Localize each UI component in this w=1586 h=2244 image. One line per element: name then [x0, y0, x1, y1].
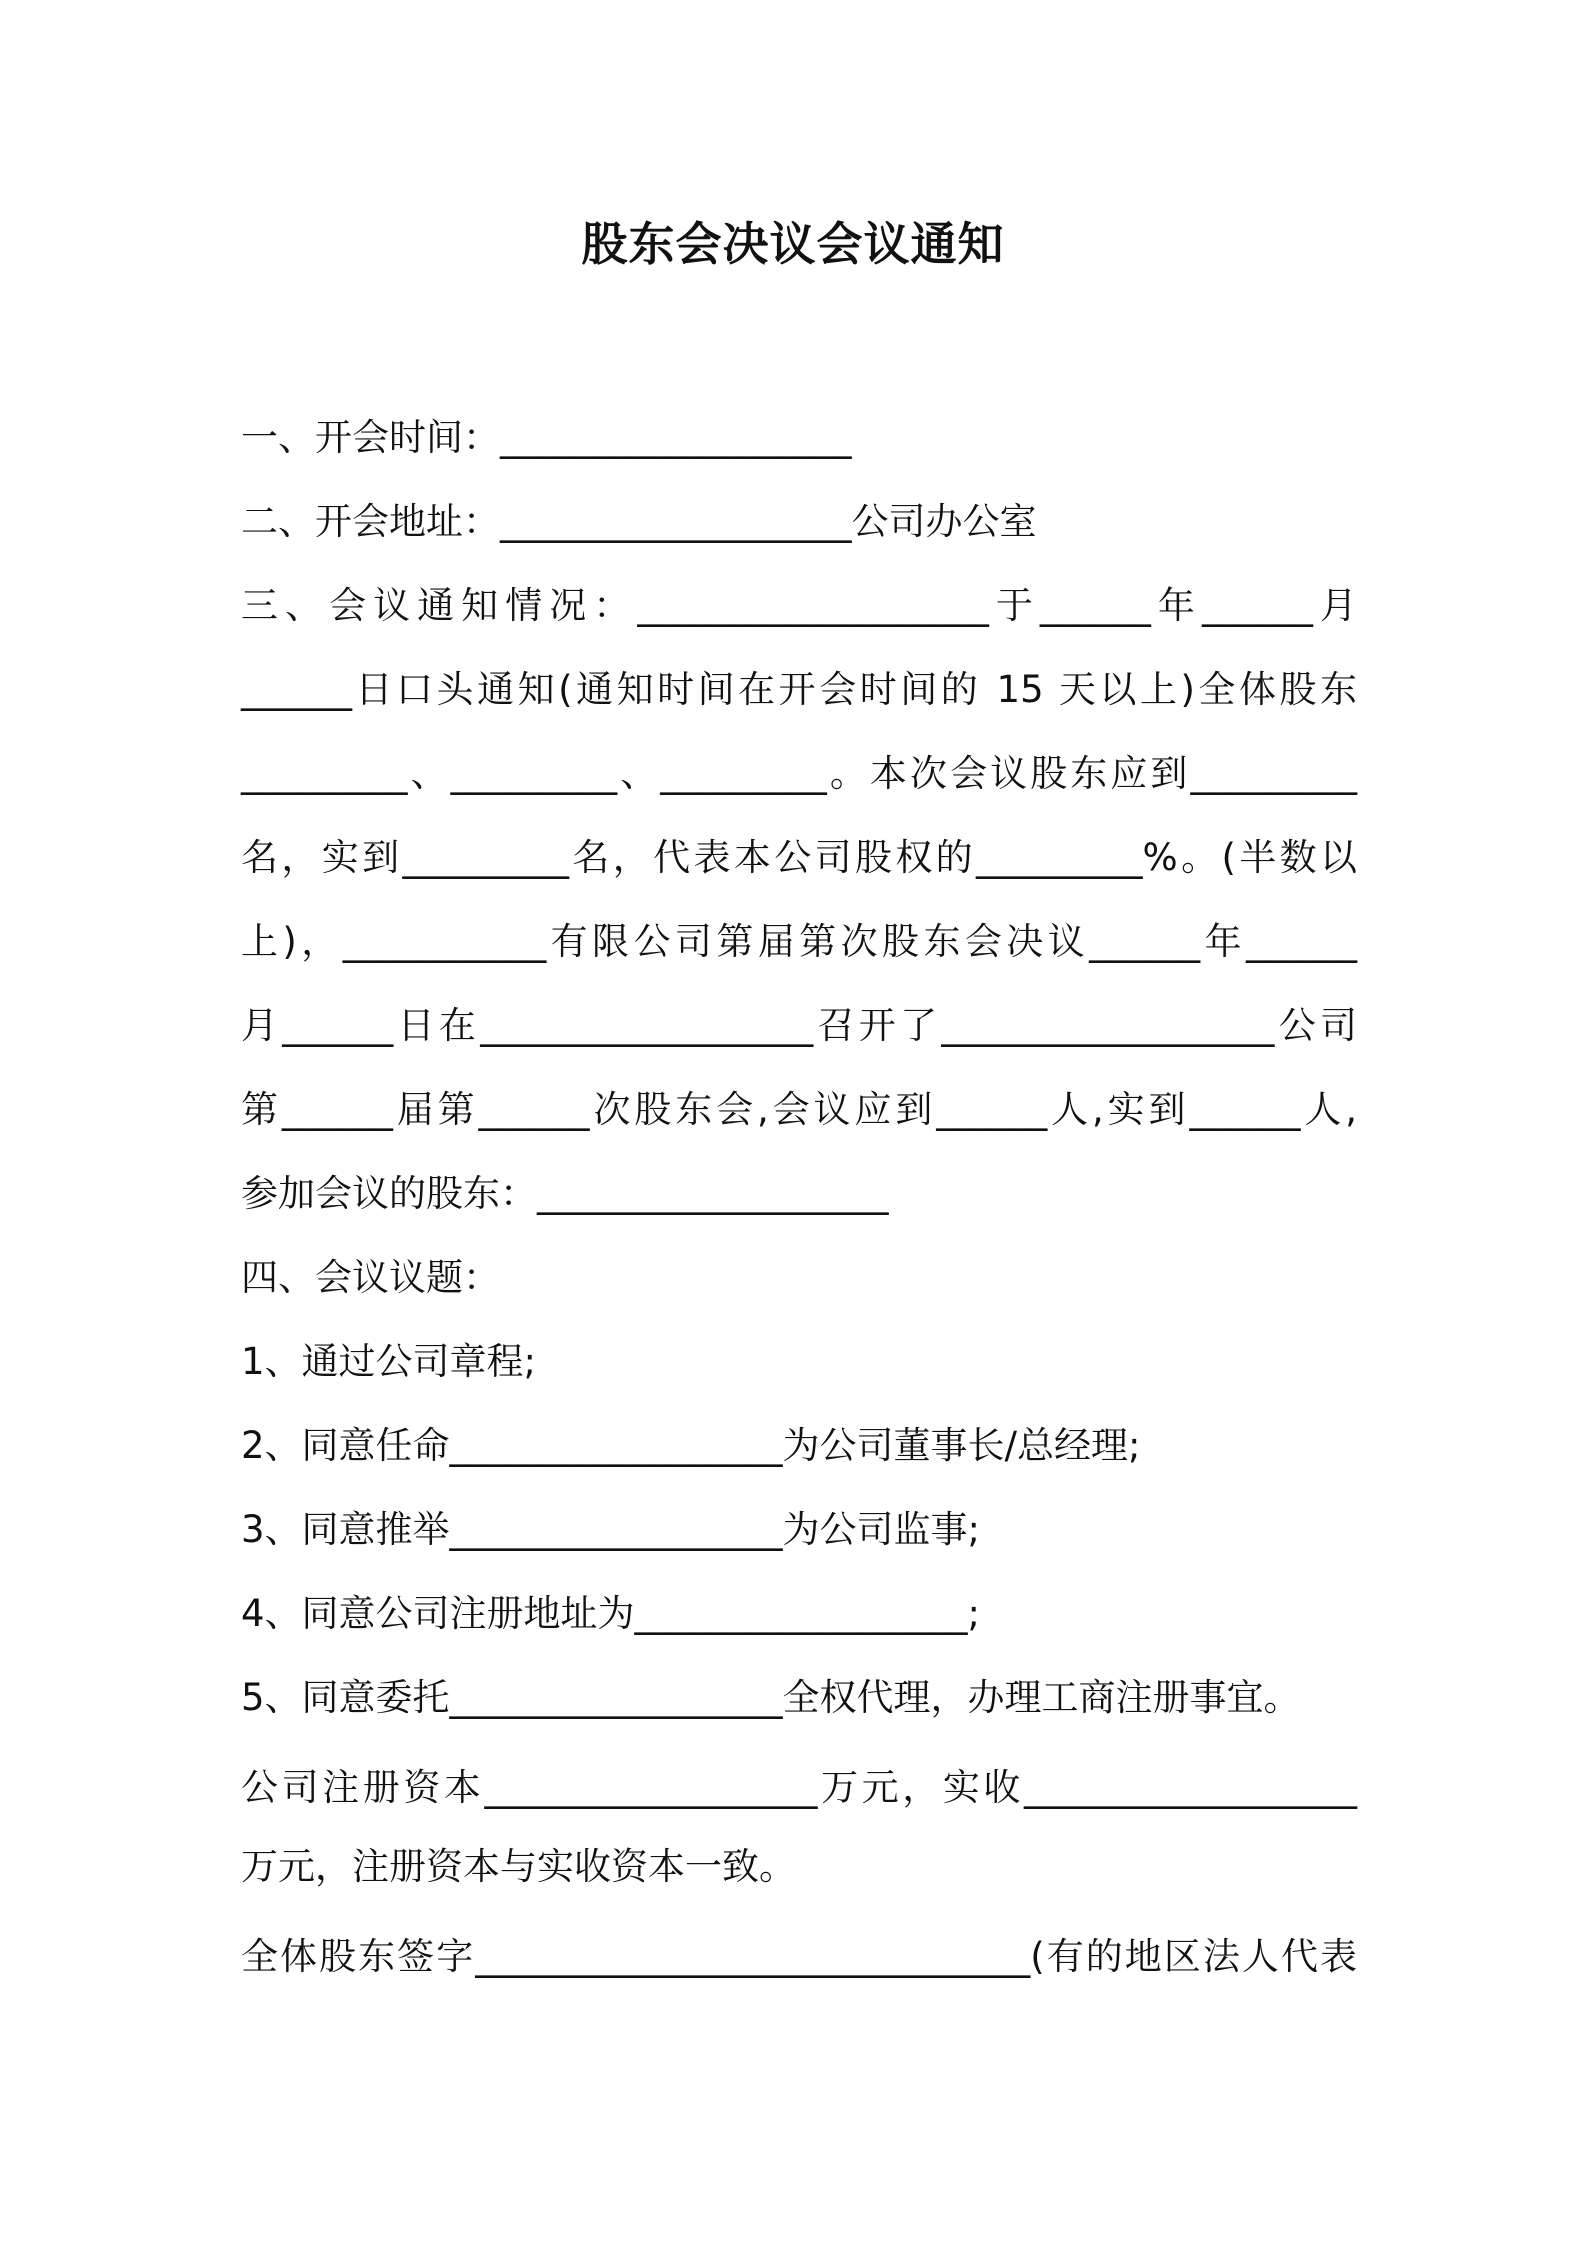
- notice-line-6: 月______日在__________________召开了__________________公司: [241, 1004, 1357, 1047]
- notice-line-7: 第______届第______次股东会,会议应到______人,实到______人,: [241, 1088, 1357, 1131]
- agenda-item-1: 1、通过公司章程;: [241, 1340, 537, 1383]
- agenda-item-5: 5、同意委托__________________全权代理，办理工商注册事宜。: [241, 1676, 1301, 1719]
- signature-line: 全体股东签字______________________________(有的地区法人代表: [241, 1935, 1357, 1978]
- capital-line-1: 公司注册资本__________________万元，实收__________________: [241, 1766, 1357, 1809]
- meeting-address-line: 二、开会地址：___________________公司办公室: [241, 500, 1037, 543]
- notice-line-5: 上)，___________有限公司第届第次股东会决议______年______: [241, 920, 1357, 963]
- agenda-item-4: 4、同意公司注册地址为__________________;: [241, 1592, 981, 1635]
- notice-line-3: _________、_________、_________。本次会议股东应到_________: [241, 752, 1357, 795]
- capital-line-2: 万元，注册资本与实收资本一致。: [241, 1845, 796, 1888]
- agenda-item-3: 3、同意推举__________________为公司监事;: [241, 1508, 981, 1551]
- notice-line-2: ______日口头通知(通知时间在开会时间的 15 天以上)全体股东: [241, 668, 1357, 711]
- notice-line-1: 三、会议通知情况：___________________于______年______月: [241, 584, 1357, 627]
- agenda-heading: 四、会议议题：: [241, 1256, 500, 1299]
- agenda-item-2: 2、同意任命__________________为公司董事长/总经理;: [241, 1424, 1141, 1467]
- document-title: 股东会决议会议通知: [581, 217, 1005, 271]
- meeting-time-line: 一、开会时间：___________________: [241, 416, 852, 459]
- notice-line-4: 名，实到_________名，代表本公司股权的_________%。(半数以: [241, 836, 1357, 879]
- attending-shareholders-line: 参加会议的股东：___________________: [241, 1172, 889, 1215]
